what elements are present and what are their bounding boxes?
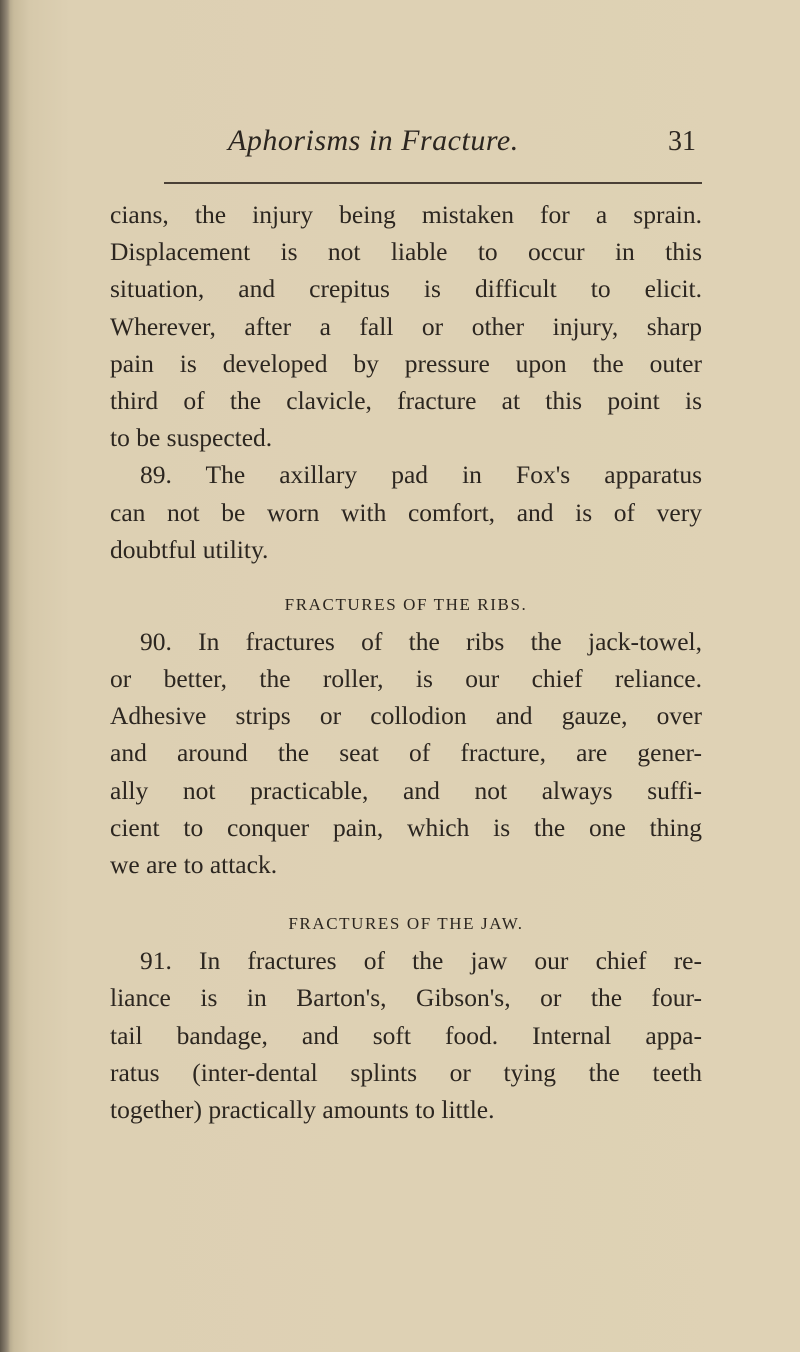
text-line: and around the seat of fracture, are gener- <box>110 738 702 768</box>
text-line: 91. In fractures of the jaw our chief re- <box>140 946 702 976</box>
text-line: doubtful utility. <box>110 534 269 564</box>
text-line: ally not practicable, and not always suffi- <box>110 775 702 805</box>
text-line: Displacement is not liable to occur in this <box>110 237 702 267</box>
text-line: pain is developed by pressure upon the outer <box>110 348 702 378</box>
text-line: can not be worn with comfort, and is of very <box>110 497 702 527</box>
text-line: tail bandage, and soft food. Internal appa- <box>110 1020 702 1050</box>
running-title: Aphorisms in Fracture. <box>228 124 519 157</box>
text-line: Adhesive strips or collodion and gauze, over <box>110 701 702 731</box>
paragraph-88-continued <box>110 196 702 456</box>
text-line: to be suspected. <box>110 423 273 453</box>
paragraph-90 <box>110 623 702 883</box>
text-line: or better, the roller, is our chief reliance. <box>110 664 702 694</box>
paragraph-89 <box>110 456 702 568</box>
section-heading-jaw: FRACTURES OF THE JAW. <box>288 914 524 934</box>
page-body <box>110 196 702 1128</box>
page-header <box>110 118 700 178</box>
text-line: ratus (inter-dental splints or tying the teeth <box>110 1057 702 1087</box>
text-line: liance is in Barton's, Gibson's, or the four- <box>110 983 702 1013</box>
text-line: situation, and crepitus is difficult to elicit. <box>110 274 702 304</box>
text-line: third of the clavicle, fracture at this point is <box>110 385 702 415</box>
text-line: cians, the injury being mistaken for a sprain. <box>110 200 702 229</box>
paragraph-91 <box>110 942 702 1128</box>
text-line: 90. In fractures of the ribs the jack-towel, <box>140 626 702 656</box>
book-spine-shadow <box>0 0 10 1352</box>
text-line: cient to conquer pain, which is the one thing <box>110 812 702 842</box>
text-line: 89. The axillary pad in Fox's apparatus <box>140 460 702 490</box>
header-rule <box>164 182 702 184</box>
text-line: we are to attack. <box>110 850 278 879</box>
text-line: together) practically amounts to little. <box>110 1094 495 1124</box>
text-line: Wherever, after a fall or other injury, sharp <box>110 311 702 341</box>
section-heading-ribs: FRACTURES OF THE RIBS. <box>284 594 528 614</box>
page-number: 31 <box>668 126 696 157</box>
